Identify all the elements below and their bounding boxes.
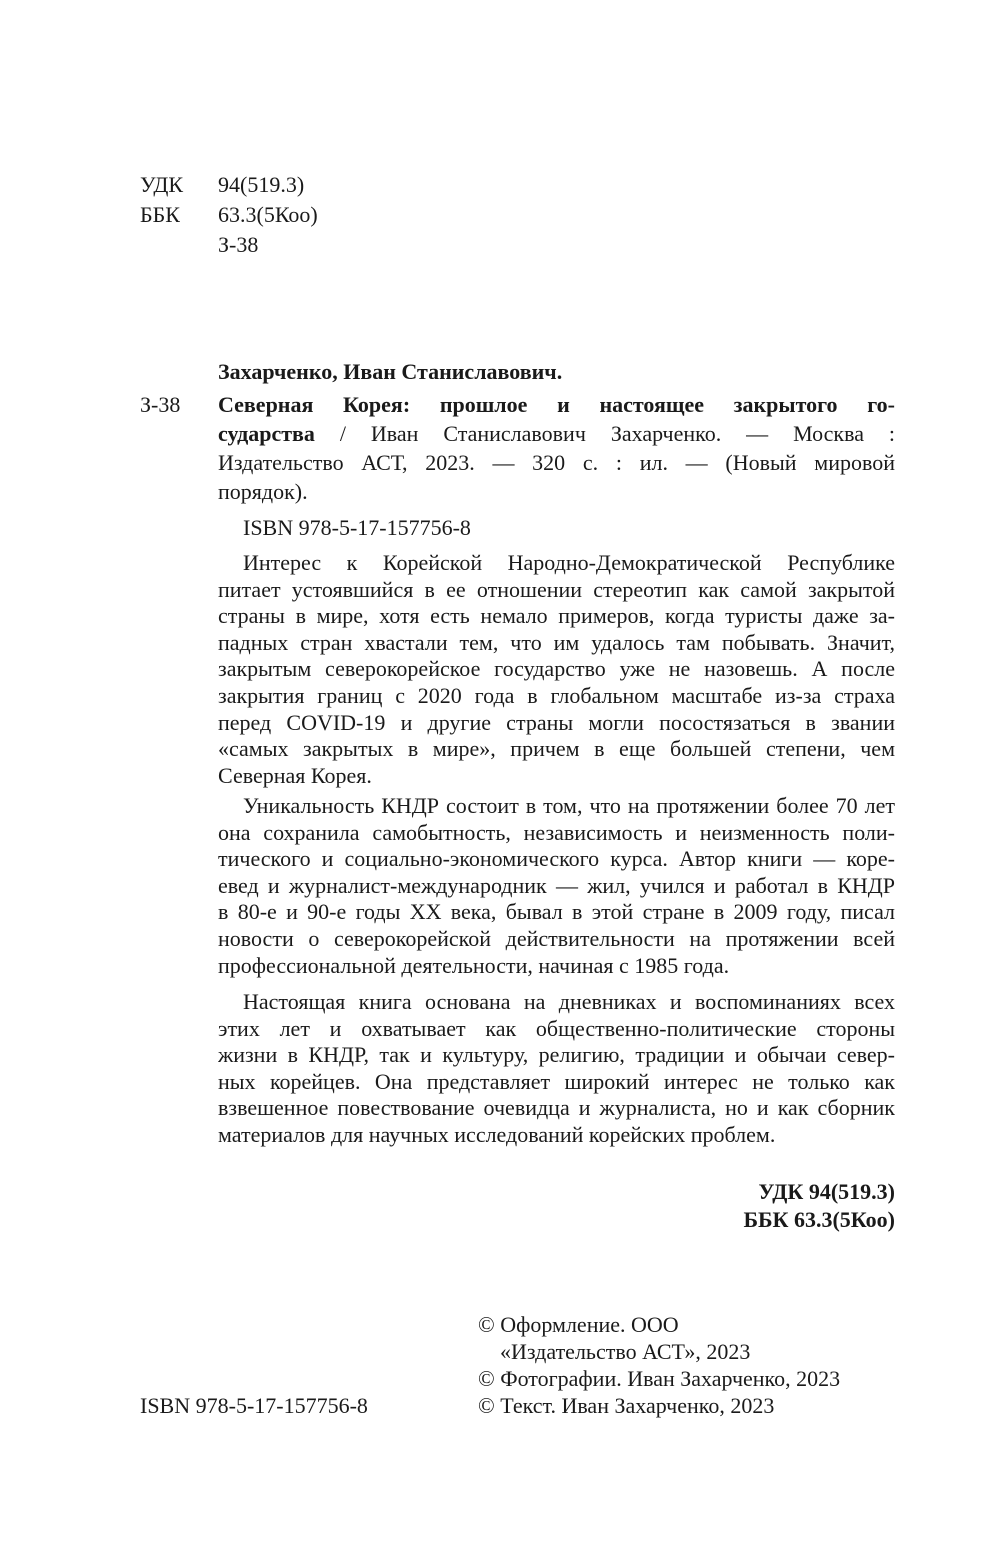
author-mark: З-38 — [218, 232, 259, 257]
entry-responsibility: / Иван Станиславович Захарченко. — Москва : — [314, 421, 895, 446]
annotation-line: падных стран хвастали тем, что им удалось там побывать. Значит, — [218, 629, 895, 655]
entry-mark: З-38 — [140, 392, 181, 417]
entry-title-line1: Северная Корея: прошлое и настоящее закрытого го- — [218, 392, 895, 417]
annotation-line: «самых закрытых в мире», причем в еще большей степени, чем — [218, 736, 895, 762]
annotation-line: Настоящая книга основана на дневниках и воспоминаниях всех — [243, 989, 895, 1014]
copyright-design-publisher: «Издательство АСТ», 2023 — [500, 1339, 751, 1364]
bbk-value: 63.3(5Коо) — [218, 202, 318, 227]
annotation-line: закрытым северокорейское государство уже не назовешь. А после — [218, 656, 895, 682]
entry-isbn: ISBN 978-5-17-157756-8 — [243, 515, 471, 540]
annotation-line: евед и журналист-международник — жил, учился и работал в КНДР — [218, 872, 895, 898]
entry-imprint: Издательство АСТ, 2023. — 320 с. : ил. — (Новый мировой — [218, 450, 895, 475]
annotation-line: Северная Корея. — [218, 762, 372, 788]
annotation-line: питает устоявшийся в ее отношении стереотип как самой закрытой — [218, 576, 895, 602]
copyright-design: © Оформление. ООО — [478, 1312, 679, 1337]
bbk-label: ББК — [140, 202, 180, 227]
annotation-line: ных корейцев. Она представляет широкий интерес не только как — [218, 1068, 895, 1094]
entry-author: Захарченко, Иван Станиславович. — [218, 359, 563, 384]
entry-title-line2 — [218, 420, 895, 448]
entry-series: порядок). — [218, 479, 308, 504]
annotation-line: закрытия границ с 2020 года в глобальном масштабе из-за страха — [218, 683, 895, 708]
annotation-line: в 80-е и 90-е годы XX века, бывал в этой стране в 2009 году, писал — [218, 899, 895, 925]
annotation-line: Уникальность КНДР состоит в том, что на протяжении более 70 лет — [243, 793, 895, 818]
annotation-line: жизни в КНДР, так и культуру, религию, традиции и обычаи север- — [218, 1042, 895, 1068]
annotation-line: Интерес к Корейской Народно-Демократической Республике — [243, 550, 895, 575]
annotation-line: тического и социально-экономического курса. Автор книги — коре- — [218, 846, 895, 872]
annotation-line: профессиональной деятельности, начиная с 1985 года. — [218, 952, 730, 978]
udk-label: УДК — [140, 172, 184, 197]
bbk-bottom: ББК 63.3(5Коо) — [743, 1207, 895, 1232]
annotation-line: перед COVID-19 и другие страны могли посостязаться в звании — [218, 709, 895, 735]
annotation-line: материалов для научных исследований корейских проблем. — [218, 1122, 776, 1147]
annotation-line: страны в мире, хотя есть немало примеров, когда туристы даже за- — [218, 603, 895, 629]
annotation-line: взвешенное повествование очевидца и журналиста, но и как сборник — [218, 1095, 895, 1121]
copyright-text: © Текст. Иван Захарченко, 2023 — [478, 1393, 775, 1418]
annotation-line: она сохранила самобытность, независимость и неизменность поли- — [218, 819, 895, 845]
udk-bottom: УДК 94(519.3) — [758, 1179, 895, 1204]
footer-isbn: ISBN 978-5-17-157756-8 — [140, 1393, 368, 1418]
annotation-line: новости о северокорейской действительности на протяжении всей — [218, 926, 895, 951]
udk-value: 94(519.3) — [218, 172, 305, 197]
entry-title-end: сударства — [218, 421, 315, 446]
copyright-photos: © Фотографии. Иван Захарченко, 2023 — [478, 1366, 841, 1391]
annotation-line: этих лет и охватывает как общественно-политические стороны — [218, 1015, 895, 1041]
